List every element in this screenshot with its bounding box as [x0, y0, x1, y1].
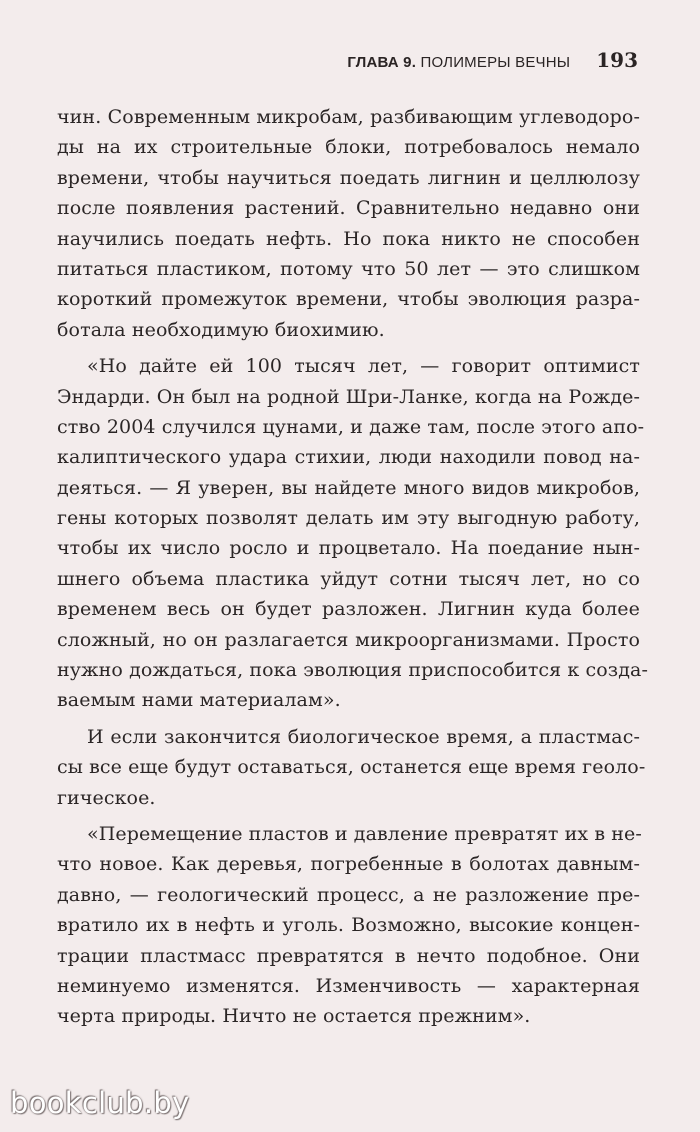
watermark: bookclub.by — [10, 1086, 190, 1120]
text-line: чин. Современным микробам, разбивающим углеводоро- — [57, 106, 640, 128]
text-line: «Но дайте ей 100 тысяч лет, — говорит оптимист — [87, 355, 640, 378]
text-line: неминуемо изменятся. Изменчивость — характерная — [57, 974, 640, 997]
text-line: ваемым нами материалам». — [57, 689, 341, 712]
chapter-heading — [347, 54, 570, 71]
text-line: чтобы их число росло и процветало. На поедание нын- — [57, 537, 640, 560]
page-number: 193 — [596, 48, 638, 72]
paragraph — [57, 102, 640, 345]
text-line: гическое. — [57, 786, 156, 809]
text-line: калиптического удара стихии, люди находили повод на- — [57, 446, 640, 469]
text-line: вратило их в нефть и уголь. Возможно, высокие концен- — [57, 914, 640, 937]
text-line: деяться. — Я уверен, вы найдете много видов микробов, — [57, 476, 640, 499]
chapter-title: ПОЛИМЕРЫ ВЕЧНЫ — [420, 54, 571, 71]
text-line: шнего объема пластика уйдут сотни тысяч лет, но со — [57, 567, 640, 590]
running-header — [347, 48, 638, 72]
text-line: гены которых позволят делать им эту выгодную работу, — [57, 507, 640, 530]
text-line: ботала необходимую биохимию. — [57, 318, 385, 341]
paragraph — [57, 351, 649, 716]
text-line: что новое. Как деревья, погребенные в болотах давным- — [57, 853, 640, 876]
chapter-label: ГЛАВА 9. — [347, 54, 417, 71]
text-line: питаться пластиком, потому что 50 лет — это слишком — [57, 257, 640, 280]
text-line: временем весь он будет разложен. Лигнин куда более — [57, 598, 640, 621]
text-line: короткий промежуток времени, чтобы эволюция разра- — [57, 288, 640, 311]
paragraph — [57, 722, 646, 813]
text-line: после появления растений. Сравнительно недавно они — [57, 197, 640, 220]
text-line: черта природы. Ничто не остается прежним». — [57, 1005, 531, 1028]
paragraph — [57, 819, 640, 1032]
body-text — [57, 102, 649, 1032]
text-line: научились поедать нефть. Но пока никто не способен — [57, 227, 640, 250]
text-line: ство 2004 случился цунами, и даже там, после этого апо- — [57, 415, 645, 438]
text-line: времени, чтобы научиться поедать лигнин и целлюлозу — [57, 166, 640, 189]
text-line: трации пластмасс превратятся в нечто подобное. Они — [57, 944, 640, 967]
text-line: ды на их строительные блоки, потребовалось немало — [57, 136, 640, 159]
text-line: нужно дождаться, пока эволюция приспособится к созда- — [57, 659, 649, 682]
text-line: Эндарди. Он был на родной Шри-Ланке, когда на Рожде- — [57, 385, 640, 408]
text-line: «Перемещение пластов и давление превратят их в не- — [87, 822, 642, 845]
text-line: сложный, но он разлагается микроорганизмами. Просто — [57, 628, 640, 651]
text-line: давно, — геологический процесс, а не разложение пре- — [57, 883, 640, 906]
text-line: сы все еще будут оставаться, останется еще время геоло- — [57, 756, 646, 779]
text-line: И если закончится биологическое время, а пластмас- — [87, 725, 640, 748]
